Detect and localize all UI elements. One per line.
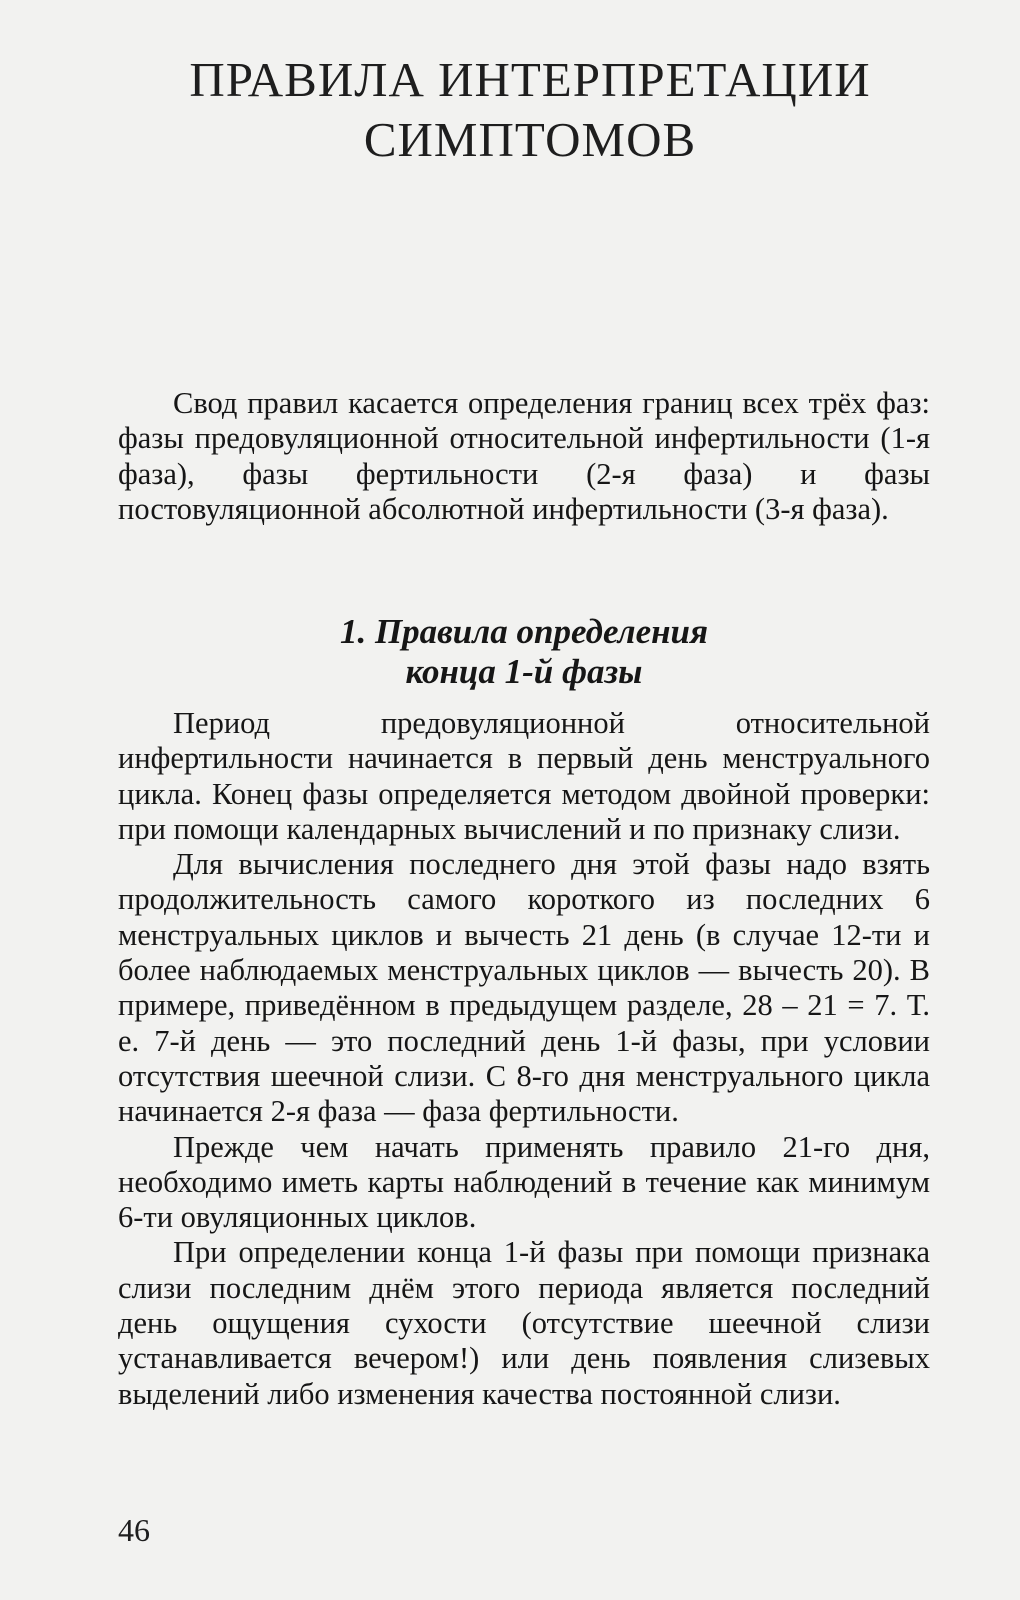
page-number: 46	[118, 1512, 150, 1548]
section-heading-line-1: 1. Правила определения	[339, 612, 709, 651]
chapter-title-line-2: СИМПТОМОВ	[363, 112, 697, 167]
chapter-title-line-1: ПРАВИЛА ИНТЕРПРЕТАЦИИ	[189, 52, 871, 107]
body-paragraph-1: Период предовуляционной относительной инфертильности начинается в первый день менструального цикла. Конец фазы определяется методом двойной проверки: при помощи календарных вычислений и по признаку слизи.	[118, 706, 930, 846]
section-body	[118, 706, 930, 1412]
section-heading-line-2: конца 1-й фазы	[405, 652, 643, 691]
intro-block	[118, 386, 930, 527]
section-heading	[118, 612, 930, 692]
intro-paragraph: Свод правил касается определения границ всех трёх фаз: фазы предовуляционной относительной инфертильности (1-я фаза), фазы фертильности (2-я фаза) и фазы постовуляционной абсолютной инфертильности (3-я фаза).	[118, 386, 930, 526]
chapter-title	[100, 50, 960, 170]
body-paragraph-4: При определении конца 1-й фазы при помощи признака слизи последним днём этого периода является последний день ощущения сухости (отсутствие шеечной слизи устанавливается вечером!) или день появления слизевых выделений либо изменения качества постоянной слизи.	[118, 1235, 930, 1411]
body-paragraph-3: Прежде чем начать применять правило 21-го дня, необходимо иметь карты наблюдений в течение как минимум 6-ти овуляционных циклов.	[118, 1129, 930, 1235]
body-paragraph-2: Для вычисления последнего дня этой фазы надо взять продолжительность самого короткого из последних 6 менструальных циклов и вычесть 21 день (в случае 12-ти и более наблюдаемых менструальных циклов — вычесть 20). В примере, приведённом в предыдущем разделе, 28 – 21 = 7. Т. е. 7-й день — это последний день 1-й фазы, при условии отсутствия шеечной слизи. С 8-го дня менструального цикла начинается 2-я фаза — фаза фертильности.	[118, 847, 930, 1129]
